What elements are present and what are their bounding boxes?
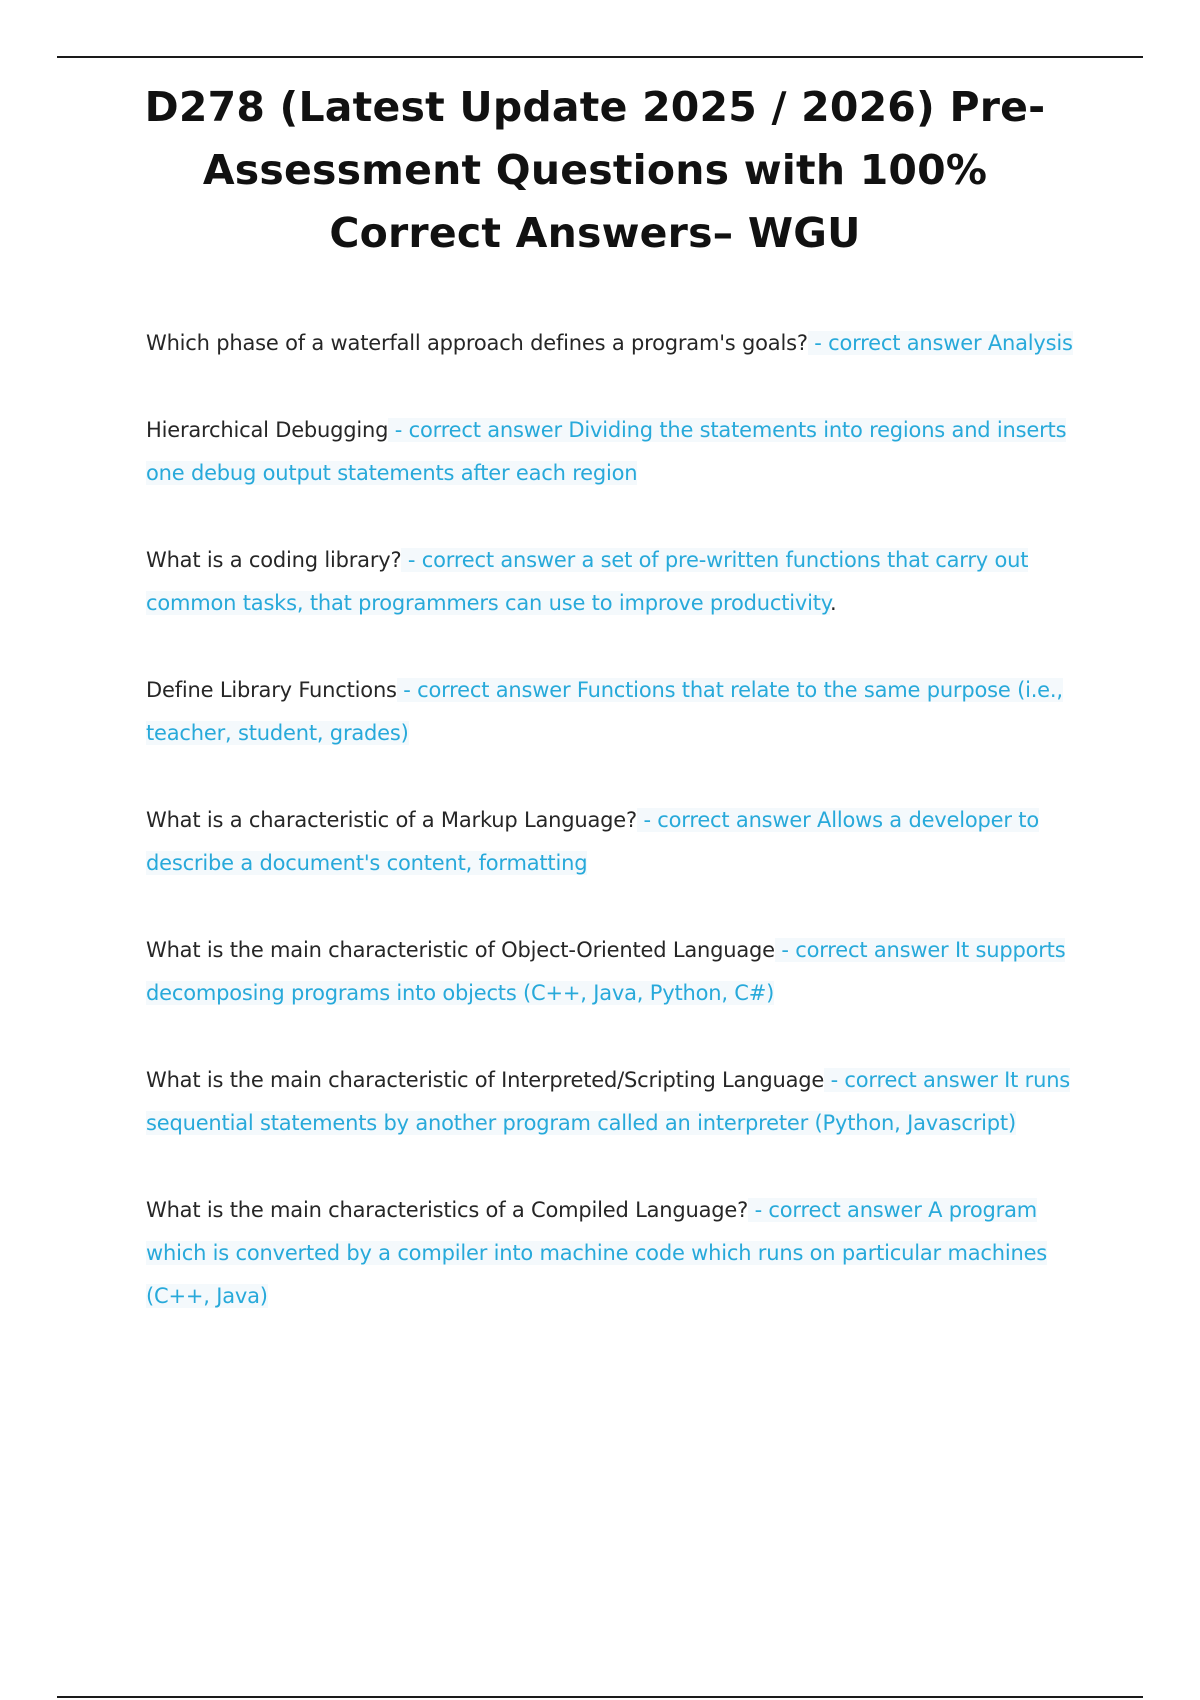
qa-item <box>146 1189 1096 1318</box>
answer-text: - correct answer Analysis <box>807 331 1073 355</box>
qa-item <box>146 799 1096 885</box>
document-title: D278 (Latest Update 2025 / 2026) Pre-Assessment Questions with 100% Correct Answers– WGU <box>144 83 1046 257</box>
question-text: Which phase of a waterfall approach defines a program's goals? <box>146 331 808 355</box>
question-text: Hierarchical Debugging <box>146 418 389 442</box>
qa-item <box>146 1059 1096 1145</box>
answer-text: - correct answer It runs sequential statements by another program called an interpreter (Python, Javascript) <box>146 1068 1071 1135</box>
answer-tail: . <box>830 591 837 615</box>
qa-item <box>146 322 1096 365</box>
question-text: What is the main characteristics of a Compiled Language? <box>146 1198 749 1222</box>
qa-item <box>146 409 1096 495</box>
answer-text: - correct answer Functions that relate to the same purpose (i.e., teacher, student, grades) <box>146 678 1063 745</box>
qa-list <box>146 322 1096 1362</box>
answer-text: - correct answer a set of pre-written functions that carry out common tasks, that programmers can use to improve productivity <box>146 548 1029 615</box>
question-text: What is a coding library? <box>146 548 402 572</box>
question-text: What is the main characteristic of Interpreted/Scripting Language <box>146 1068 825 1092</box>
answer-text: - correct answer Allows a developer to describe a document's content, formatting <box>146 808 1039 875</box>
question-text: Define Library Functions <box>146 678 397 702</box>
question-text: What is a characteristic of a Markup Language? <box>146 808 637 832</box>
answer-text: - correct answer It supports decomposing programs into objects (C++, Java, Python, C#) <box>146 938 1066 1005</box>
qa-item <box>146 929 1096 1015</box>
question-text: What is the main characteristic of Object-Oriented Language <box>146 938 775 962</box>
qa-item <box>146 539 1096 625</box>
top-rule <box>57 56 1143 58</box>
answer-text: - correct answer A program which is converted by a compiler into machine code which runs on particular machines (C++, Java) <box>146 1198 1048 1308</box>
answer-text: - correct answer Dividing the statements into regions and inserts one debug output statements after each region <box>146 418 1067 485</box>
qa-item <box>146 669 1096 755</box>
bottom-rule <box>57 1696 1143 1698</box>
